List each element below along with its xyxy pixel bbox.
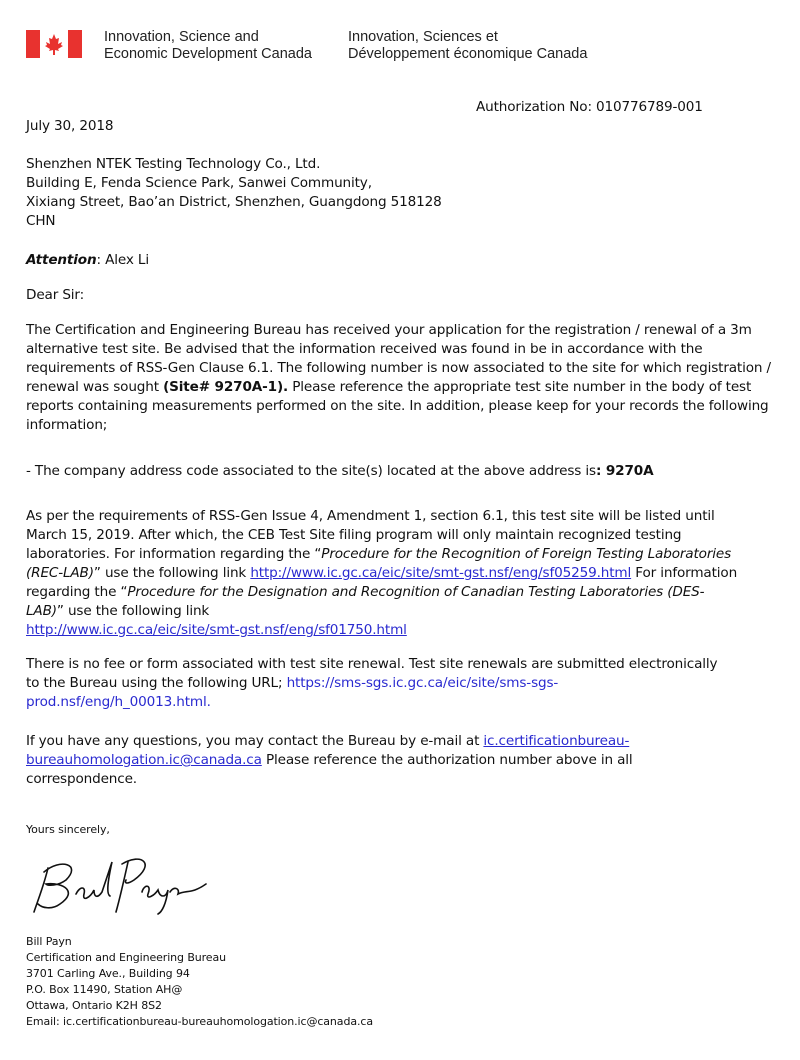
- attention-label: Attention: [26, 252, 97, 268]
- renewal-url[interactable]: https://sms-sgs.ic.gc.ca/eic/site/sms-sgs-prod.nsf/eng/h_00013.html.: [26, 675, 559, 710]
- signer-block: [26, 934, 373, 1030]
- signer-line: Certification and Engineering Bureau: [26, 951, 226, 964]
- attention-name: : Alex Li: [96, 252, 149, 268]
- text: ” use the following link: [56, 603, 210, 619]
- header-english: [104, 29, 312, 63]
- header-fr-line2: Développement économique Canada: [348, 46, 588, 62]
- salutation: Dear Sir:: [26, 287, 85, 303]
- text: There is no fee or form associated with test site renewal. Test site renewals are submitted electronically to the Bureau using the following URL;: [26, 656, 718, 691]
- header-en-line2: Economic Development Canada: [104, 46, 312, 62]
- signer-line: Ottawa, Ontario K2H 8S2: [26, 999, 162, 1012]
- closing: Yours sincerely,: [26, 823, 110, 836]
- text: The Certification and Engineering Bureau has received your application for the registration / renewal of a 3m alternative test site. Be advised that the information received was found in be in accordance with the requirements of RSS-Gen Clause 6.1. The following number is now associated to the site for which registration / renewal was sought: [26, 322, 771, 395]
- address-line: CHN: [26, 213, 56, 229]
- text: As per the requirements of RSS-Gen Issue 4, Amendment 1, section 6.1, this test site will be listed until March 15, 2019. After which, the CEB Test Site filing program will only maintain recognized testing laboratories. For information regarding the “: [26, 508, 715, 562]
- authorization-number: Authorization No: 010776789-001: [476, 99, 703, 115]
- text: Procedure for the Recognition of Foreign Testing Laboratories (REC-LAB): [26, 546, 732, 581]
- signature: [30, 850, 220, 920]
- text: Please reference the appropriate test site number in the body of test reports containing measurements performed on the site. In addition, please keep for your records the following information;: [26, 379, 769, 433]
- bureau-email-link[interactable]: ic.certificationbureau-bureauhomologation.ic@canada.ca: [26, 733, 630, 768]
- signer-name: Bill Payn: [26, 935, 72, 948]
- rec-lab-link[interactable]: http://www.ic.gc.ca/eic/site/smt-gst.nsf/eng/sf05259.html: [250, 565, 632, 581]
- des-lab-link[interactable]: http://www.ic.gc.ca/eic/site/smt-gst.nsf/eng/sf01750.html: [26, 622, 407, 638]
- paragraph-listing: [26, 507, 741, 640]
- paragraph-contact: [26, 732, 746, 789]
- attention-line: [26, 251, 149, 270]
- letter-date: July 30, 2018: [26, 118, 114, 134]
- paragraph-application: [26, 321, 771, 435]
- address-line: Xixiang Street, Bao’an District, Shenzhen, Guangdong 518128: [26, 194, 442, 210]
- text: - The company address code associated to the site(s) located at the above address is: [26, 463, 596, 479]
- address-line: Shenzhen NTEK Testing Technology Co., Ltd.: [26, 156, 321, 172]
- site-number: (Site# 9270A-1).: [163, 379, 289, 395]
- header-fr-line1: Innovation, Sciences et: [348, 29, 498, 45]
- text: ” use the following link: [93, 565, 251, 581]
- address-code-line: [26, 462, 771, 481]
- text: Please reference the authorization number above in all correspondence.: [26, 752, 633, 787]
- paragraph-renewal: [26, 655, 726, 712]
- recipient-address: [26, 155, 442, 231]
- header-french: [348, 29, 587, 63]
- signer-email: Email: ic.certificationbureau-bureauhomologation.ic@canada.ca: [26, 1015, 373, 1028]
- text: If you have any questions, you may contact the Bureau by e-mail at: [26, 733, 484, 749]
- address-line: Building E, Fenda Science Park, Sanwei Community,: [26, 175, 372, 191]
- address-code: : 9270A: [595, 463, 654, 479]
- signer-line: 3701 Carling Ave., Building 94: [26, 967, 190, 980]
- canada-flag-logo: [26, 30, 82, 58]
- header-en-line1: Innovation, Science and: [104, 29, 259, 45]
- text: For information regarding the “: [26, 565, 738, 600]
- text: Procedure for the Designation and Recognition of Canadian Testing Laboratories (DES-LAB): [26, 584, 705, 619]
- signer-line: P.O. Box 11490, Station AH@: [26, 983, 183, 996]
